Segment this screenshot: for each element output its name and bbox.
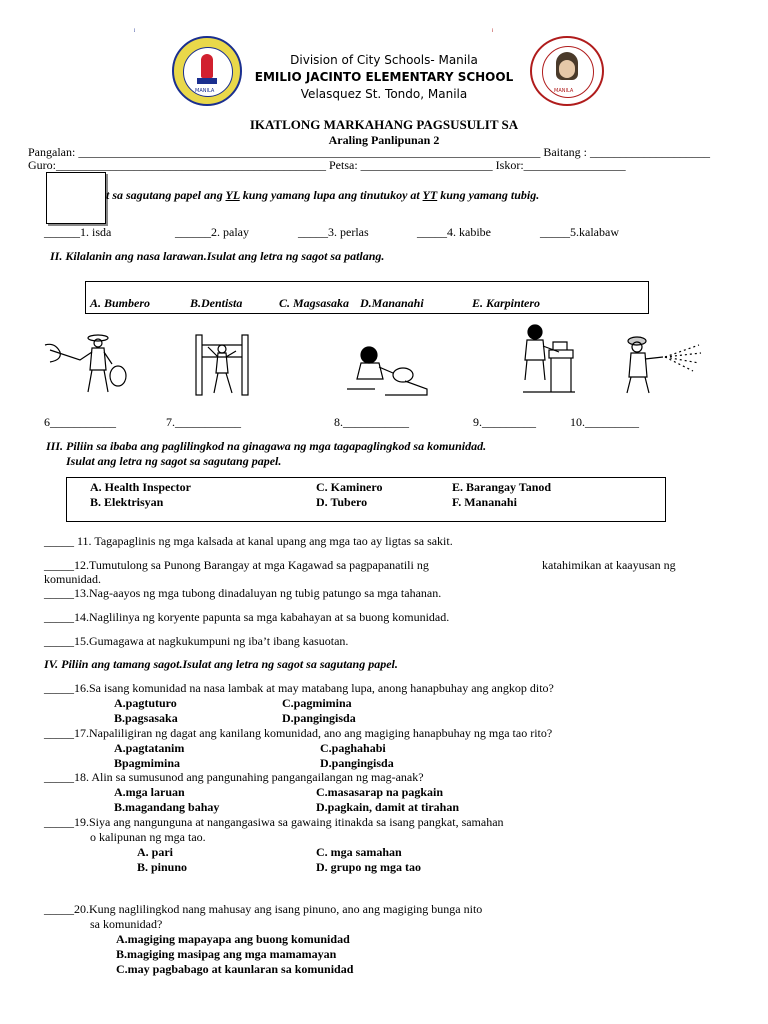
choice-e-karpintero: E. Karpintero <box>472 296 541 310</box>
q20-option-c: C.may pagbabago at kaunlaran sa komunidad <box>116 962 354 976</box>
question-19-cont: o kalipunan ng mga tao. <box>90 830 206 844</box>
q20-option-b: B.magiging masipag ang mga mamamayan <box>116 947 337 961</box>
q18-option-a: A.mga laruan <box>114 785 185 799</box>
section1-instruction <box>106 188 539 203</box>
q16-option-c: C.pagmimina <box>282 696 352 710</box>
school-name: EMILIO JACINTO ELEMENTARY SCHOOL <box>254 70 514 84</box>
q19-option-b: B. pinuno <box>137 860 188 874</box>
right-seal-bottom: MANILA <box>554 88 574 94</box>
choice-c-kaminero: C. Kaminero <box>316 480 383 494</box>
choice-e-barangay-tanod: E. Barangay Tanod <box>452 480 552 494</box>
section4-title: IV. Piliin ang tamang sagot.Isulat ang letra ng sagot sa sagutang papel. <box>44 657 398 671</box>
q19-option-d: D. grupo ng mga tao <box>316 860 422 874</box>
question-12-end: komunidad. <box>44 572 101 586</box>
choice-d-tubero: D. Tubero <box>316 495 368 509</box>
section2-title: II. Kilalanin ang nasa larawan.Isulat ang letra ng sagot sa patlang. <box>50 249 385 263</box>
question-18[interactable]: _____18. Alin sa sumusunod ang pangunahing pangangailangan ng mag-anak? <box>44 770 424 784</box>
item-3[interactable]: _____3. perlas <box>298 225 369 239</box>
section1-instruction-a: t sa sagutang papel ang <box>106 188 226 202</box>
carpenter-picture <box>190 333 260 397</box>
teacher-date-score-line[interactable]: Guro:_____________________________________________ Petsa: ______________________ Iskor:_________________ <box>28 158 626 172</box>
q19-option-a: A. pari <box>137 845 173 859</box>
question-20[interactable]: _____20.Kung naglilingkod nang mahusay ang isang pinuno, ano ang magiging bunga nito <box>44 902 483 916</box>
question-13[interactable]: _____13.Nag-aayos ng mga tubong dinadaluyan ng tubig patungo sa mga tahanan. <box>44 586 442 600</box>
item-1[interactable]: ______1. isda <box>44 225 112 239</box>
q17-option-c: C.paghahabi <box>320 741 386 755</box>
question-16[interactable]: _____16.Sa isang komunidad na nasa lambak at may matabang lupa, anong hanapbuhay ang angkop dito? <box>44 681 554 695</box>
firefighter-picture <box>623 333 703 395</box>
question-15[interactable]: _____15.Gumagawa at nagkukumpuni ng iba’t ibang kasuotan. <box>44 634 349 648</box>
answer-6[interactable]: 6___________ <box>44 415 116 429</box>
answer-7[interactable]: 7.___________ <box>166 415 241 429</box>
q19-option-c: C. mga samahan <box>316 845 402 859</box>
answer-8[interactable]: 8.___________ <box>334 415 409 429</box>
choice-b-dentista: B.Dentista <box>190 296 243 310</box>
question-12-cont: katahimikan at kaayusan ng <box>542 558 676 572</box>
q16-option-d: D.pangingisda <box>282 711 356 725</box>
section1-instruction-b: kung yamang lupa ang tinutukoy at <box>239 188 423 202</box>
exam-subject: Araling Panlipunan 2 <box>328 133 440 147</box>
question-20-cont: sa komunidad? <box>90 917 163 931</box>
section3-title-line1: III. Piliin sa ibaba ang paglilingkod na ginagawa ng mga tagapaglingkod sa komunidad. <box>46 439 487 453</box>
choice-a-bumbero: A. Bumbero <box>90 296 151 310</box>
choice-d-mananahi: D.Mananahi <box>360 296 424 310</box>
question-12[interactable]: _____12.Tumutulong sa Punong Barangay at mga Kagawad sa pagpapanatili ng <box>44 558 429 572</box>
tailor-picture <box>515 322 579 396</box>
choice-c-magsasaka: C. Magsasaka <box>279 296 350 310</box>
q18-option-d: D.pagkain, damit at tirahan <box>316 800 460 814</box>
q17-option-b: Bpagmimina <box>114 756 181 770</box>
yl-label: YL <box>225 188 240 202</box>
choice-b-elektrisyan: B. Elektrisyan <box>90 495 164 509</box>
q18-option-c: C.masasarap na pagkain <box>316 785 444 799</box>
q20-option-a: A.magiging mapayapa ang buong komunidad <box>116 932 350 946</box>
dentist-picture <box>345 345 429 397</box>
yt-label: YT <box>422 188 438 202</box>
exam-title: IKATLONG MARKAHANG PAGSUSULIT SA <box>249 117 519 132</box>
division-name: Division of City Schools- Manila <box>290 53 478 67</box>
item-5[interactable]: _____5.kalabaw <box>540 225 619 239</box>
answer-9[interactable]: 9._________ <box>473 415 536 429</box>
left-seal-bottom: MANILA <box>195 88 215 94</box>
name-grade-line[interactable]: Pangalan: _____________________________________________________________________________ Baitang : ____________________ <box>28 145 710 159</box>
question-17[interactable]: _____17.Napaliligiran ng dagat ang kanilang komunidad, ano ang magiging hanapbuhay ng mga tao rito? <box>44 726 553 740</box>
q17-option-a: A.pagtatanim <box>114 741 185 755</box>
section1-instruction-c: kung yamang tubig. <box>437 188 540 202</box>
q16-option-a: A.pagtuturo <box>114 696 177 710</box>
farmer-picture <box>40 330 132 396</box>
choice-f-mananahi: F. Mananahi <box>452 495 517 509</box>
question-11[interactable]: _____ 11. Tagapaglinis ng mga kalsada at kanal upang ang mga tao ay ligtas sa sakit. <box>44 534 453 548</box>
question-19[interactable]: _____19.Siya ang nangunguna at nangangasiwa sa gawaing itinakda sa isang pangkat, samahan <box>44 815 504 829</box>
section3-title-line2: Isulat ang letra ng sagot sa sagutang papel. <box>66 454 282 468</box>
q17-option-d: D.pangingisda <box>320 756 394 770</box>
left-seal-text <box>134 28 135 33</box>
item-2[interactable]: ______2. palay <box>175 225 249 239</box>
answer-10[interactable]: 10._________ <box>570 415 639 429</box>
choice-a-health-inspector: A. Health Inspector <box>90 480 191 494</box>
question-14[interactable]: _____14.Naglilinya ng koryente papunta sa mga kabahayan at sa buong komunidad. <box>44 610 450 624</box>
right-seal-text <box>492 28 493 33</box>
school-address: Velasquez St. Tondo, Manila <box>300 87 468 101</box>
section1-blank-box <box>46 172 106 224</box>
item-4[interactable]: _____4. kabibe <box>417 225 491 239</box>
q16-option-b: B.pagsasaka <box>114 711 178 725</box>
q18-option-b: B.magandang bahay <box>114 800 220 814</box>
